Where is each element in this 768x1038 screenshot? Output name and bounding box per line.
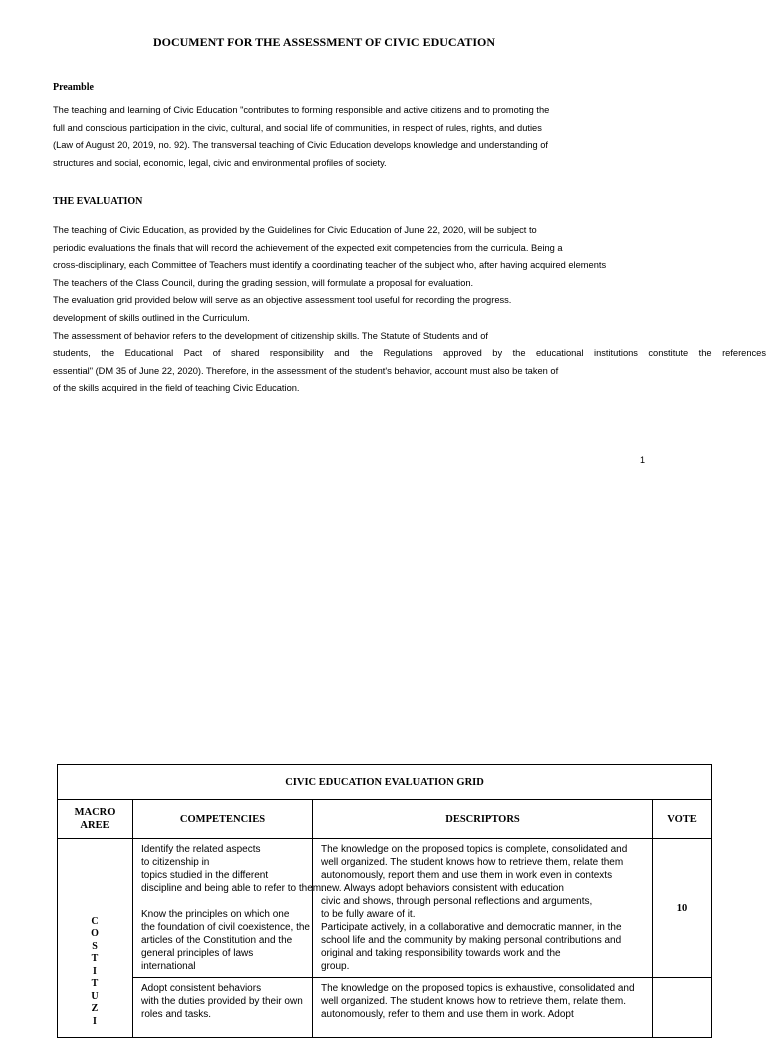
competency-line: Know the principles on which one	[141, 909, 290, 920]
page-number: 1	[640, 455, 646, 465]
header-competencies: COMPETENCIES	[133, 800, 313, 839]
competency-line: articles of the Constitution and the	[141, 935, 293, 946]
descriptor-line: civic and shows, through personal reflections and arguments,	[321, 896, 593, 907]
descriptor-line: The knowledge on the proposed topics is exhaustive, consolidated and	[321, 983, 635, 994]
header-vote: VOTE	[653, 800, 712, 839]
evaluation-line: students, the Educational Pact of shared responsibility and the Regulations approved by the educational institutions constitute the references	[53, 348, 766, 359]
header-descriptors: DESCRIPTORS	[313, 800, 653, 839]
descriptor-line: school life and the community by making personal contributions and	[321, 935, 622, 946]
competency-line: Identify the related aspects	[141, 844, 261, 855]
descriptor-line: to be fully aware of it.	[321, 909, 416, 920]
vote-cell	[653, 978, 712, 1038]
descriptor-line: autonomously, report them and use them in work even in contexts	[321, 870, 613, 881]
competency-line: Adopt consistent behaviors	[141, 983, 262, 994]
macro-letter: T	[91, 953, 99, 965]
descriptor-line: group.	[321, 961, 350, 972]
evaluation-line: of the skills acquired in the field of teaching Civic Education.	[53, 383, 300, 394]
competency-line: the foundation of civil coexistence, the	[141, 922, 310, 933]
macro-letter: T	[91, 978, 99, 990]
document-title: DOCUMENT FOR THE ASSESSMENT OF CIVIC EDUCATION	[152, 35, 496, 49]
macro-letter: S	[92, 940, 98, 952]
evaluation-line: periodic evaluations the finals that will record the achievement of the expected exit competencies from the curricula. Being a	[53, 242, 563, 253]
macro-letter: C	[91, 915, 99, 927]
evaluation-line: The evaluation grid provided below will serve as an objective assessment tool useful for recording the progress.	[53, 295, 512, 306]
vote-cell: 10	[653, 839, 712, 978]
descriptor-line: autonomously, refer to them and use them in work. Adopt	[321, 1009, 574, 1020]
preamble-text	[53, 102, 549, 172]
descriptor-line: The knowledge on the proposed topics is complete, consolidated and	[321, 844, 628, 855]
evaluation-line: essential" (DM 35 of June 22, 2020). Therefore, in the assessment of the student's behavior, account must also be taken of	[53, 365, 559, 376]
competency-line: roles and tasks.	[141, 1009, 212, 1020]
macro-area-cell	[58, 839, 133, 1038]
descriptor-line: Participate actively, in a collaborative and democratic manner, in the	[321, 922, 622, 933]
macro-letter: O	[91, 928, 99, 940]
competency-line: international	[141, 961, 196, 972]
macro-letter: I	[93, 965, 97, 977]
competency-line: topics studied in the different	[141, 870, 269, 881]
grid-title: CIVIC EDUCATION EVALUATION GRID	[58, 765, 712, 800]
macro-letter: U	[91, 990, 99, 1002]
competencies-cell	[133, 978, 313, 1038]
evaluation-line: The assessment of behavior refers to the development of citizenship skills. The Statute of Students and of	[53, 330, 488, 341]
header-macro-line2: AREE	[80, 820, 110, 831]
descriptor-line: well organized. The student knows how to retrieve them, relate them	[321, 857, 624, 868]
descriptors-cell	[313, 839, 653, 978]
competency-line: with the duties provided by their own	[141, 996, 303, 1007]
preamble-line: structures and social, economic, legal, civic and environmental profiles of society.	[53, 157, 387, 168]
descriptor-line: original and taking responsibility towards work and the	[321, 948, 561, 959]
competency-line: general principles of laws	[141, 948, 254, 959]
preamble-heading: Preamble	[53, 82, 94, 93]
competency-line: discipline and being able to refer to them.	[141, 883, 324, 894]
evaluation-line: The teachers of the Class Council, during the grading session, will formulate a proposal for evaluation.	[53, 277, 474, 288]
header-macro-areas	[58, 800, 133, 839]
header-macro-line1: MACRO	[74, 807, 116, 818]
preamble-line: full and conscious participation in the civic, cultural, and social life of communities, in respect of rules, rights, and duties	[53, 122, 542, 133]
macro-letter: I	[93, 1015, 97, 1027]
descriptors-cell	[313, 978, 653, 1038]
evaluation-line: cross-disciplinary, each Committee of Teachers must identify a coordinating teacher of the subject who, after having acquired elements	[53, 260, 607, 271]
competencies-cell	[133, 839, 324, 978]
macro-letter: Z	[91, 1003, 99, 1015]
preamble-line: The teaching and learning of Civic Education "contributes to forming responsible and active citizens and to promoting the	[53, 105, 550, 115]
evaluation-line: development of skills outlined in the Curriculum.	[53, 312, 250, 323]
descriptor-line: well organized. The student knows how to retrieve them, relate them.	[321, 996, 626, 1007]
descriptor-line: new. Always adopt behaviors consistent with education	[321, 883, 564, 894]
preamble-line: (Law of August 20, 2019, no. 92). The transversal teaching of Civic Education develops knowledge and understanding of	[53, 140, 548, 151]
evaluation-line: The teaching of Civic Education, as provided by the Guidelines for Civic Education of June 22, 2020, will be subject to	[53, 225, 537, 235]
competency-line: to citizenship in	[141, 857, 210, 868]
evaluation-grid-table	[57, 764, 712, 1038]
evaluation-text	[53, 222, 766, 398]
evaluation-heading: THE EVALUATION	[53, 196, 143, 207]
